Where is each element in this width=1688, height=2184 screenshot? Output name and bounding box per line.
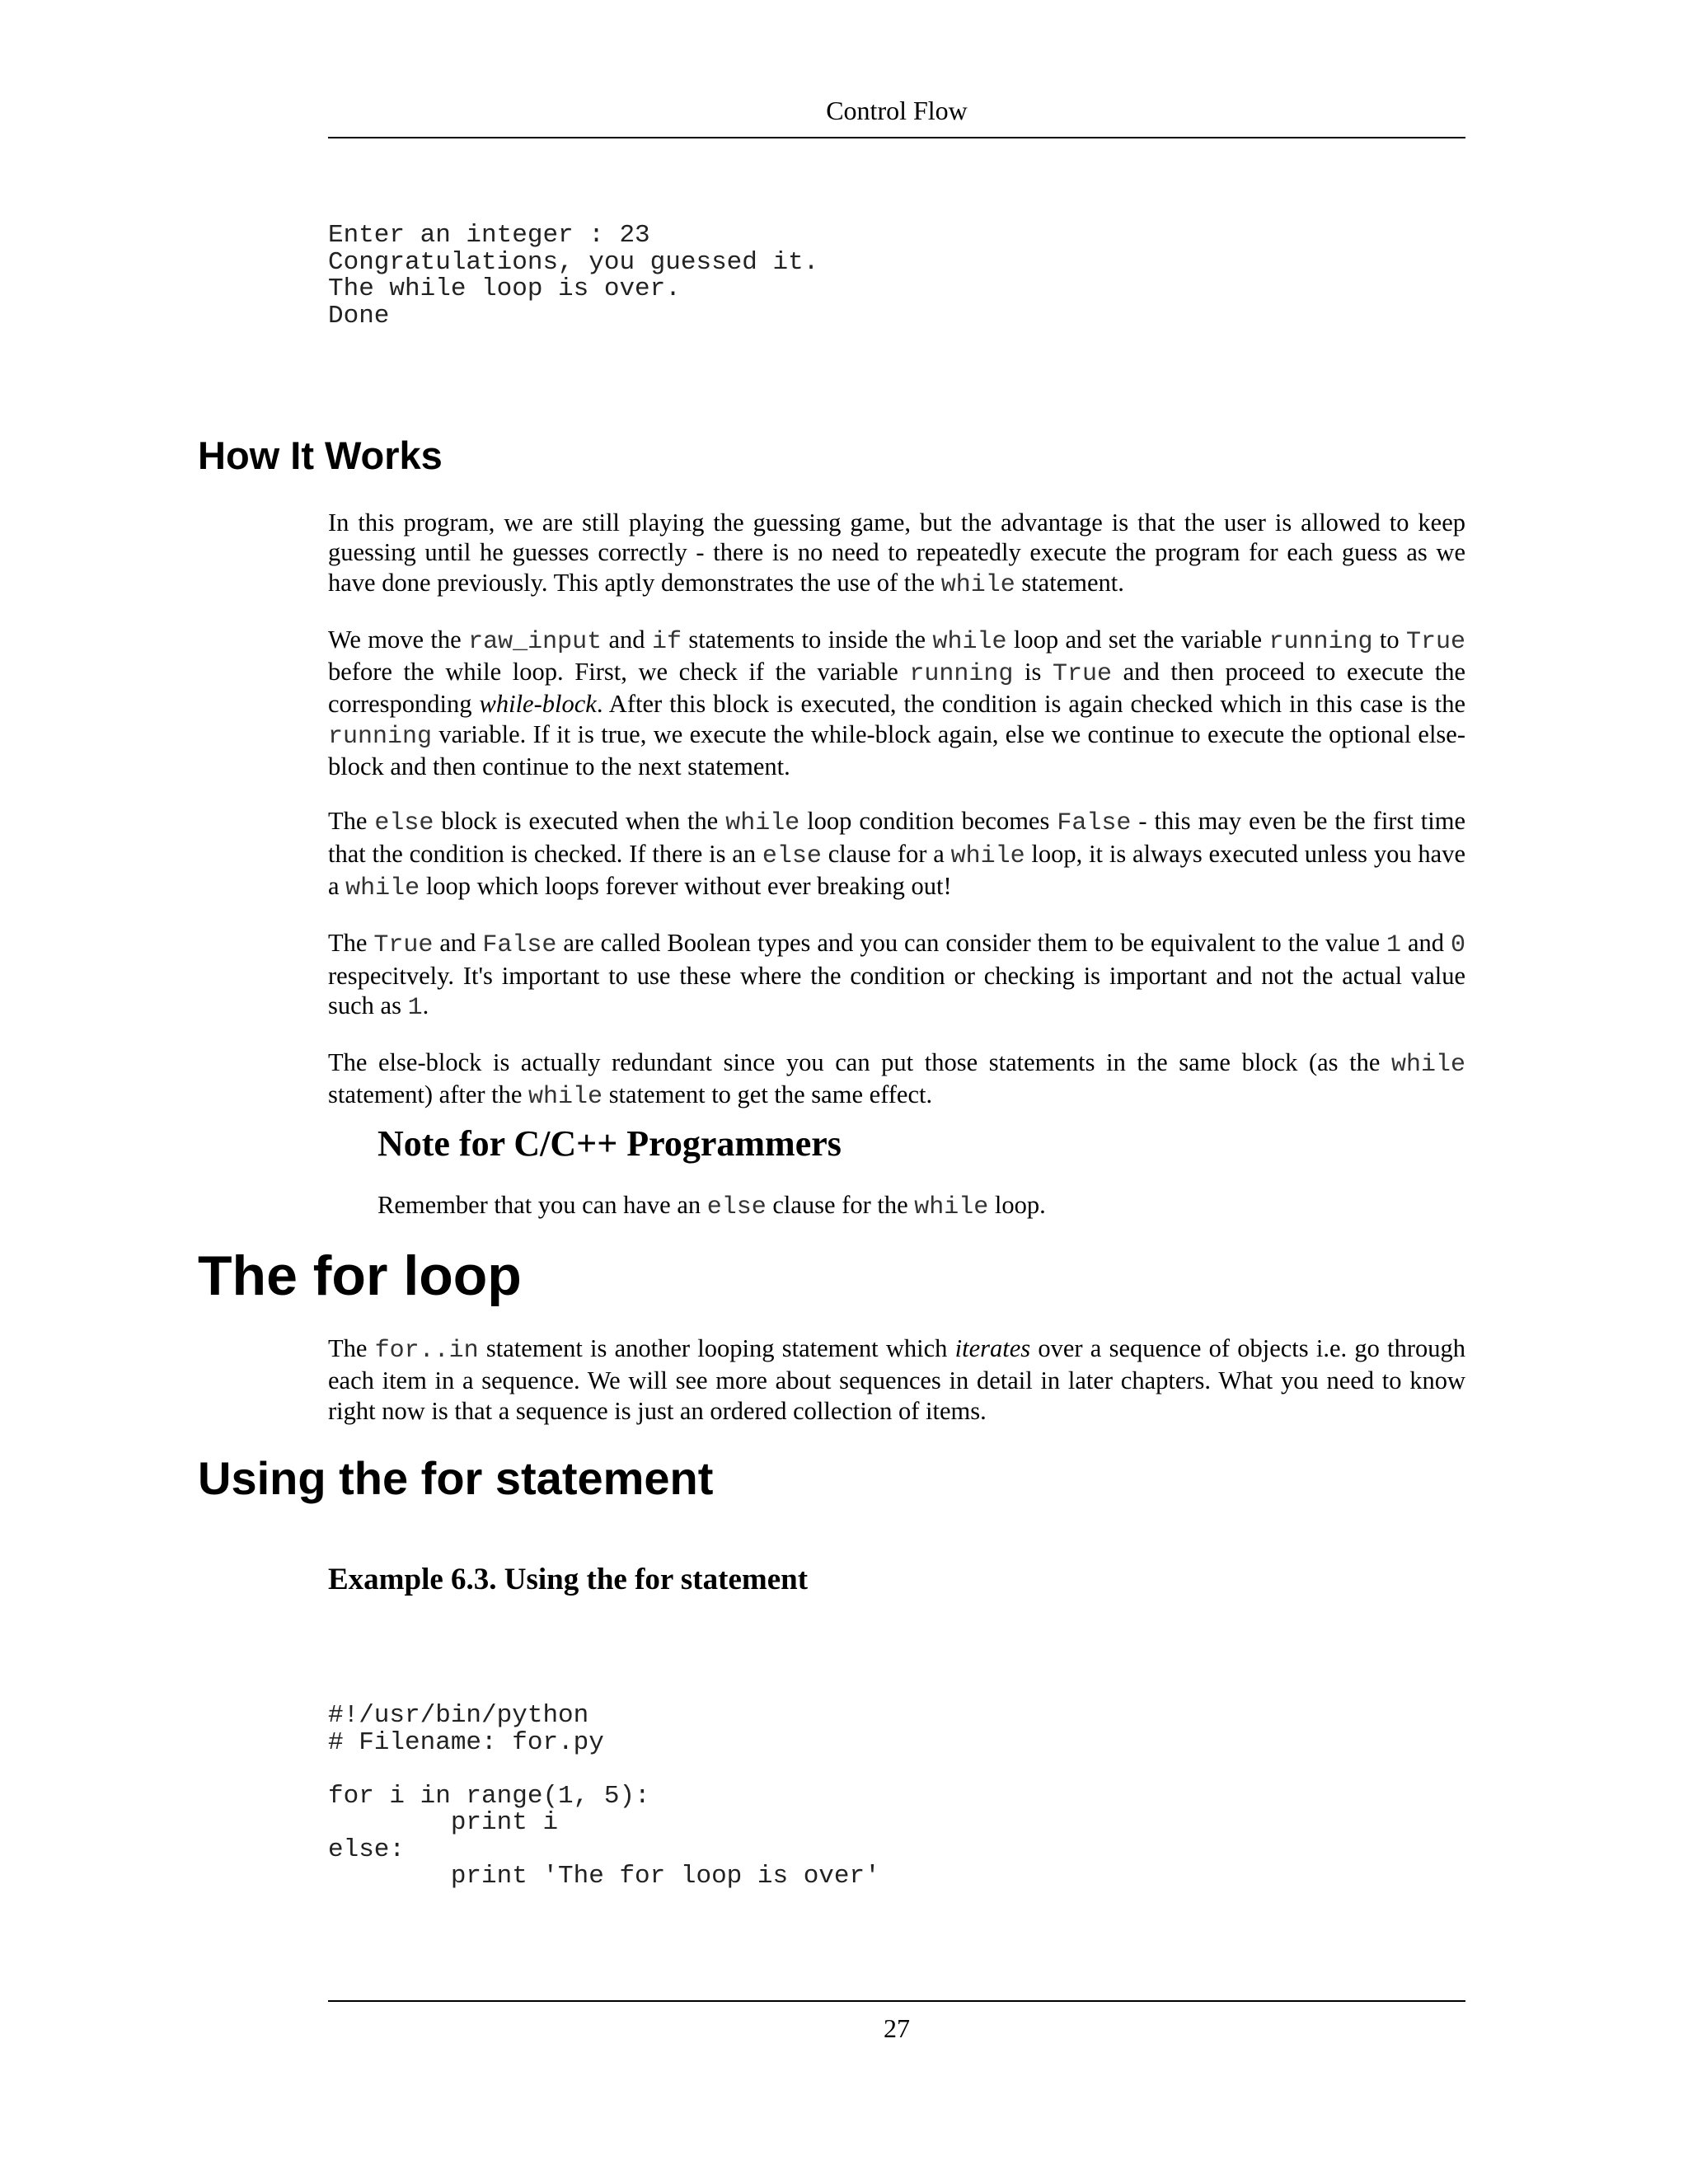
program-output	[328, 223, 818, 330]
text: loop condition becomes	[799, 807, 1057, 836]
text: over a sequence of objects i.e. go through each item in a sequence. We will see more about sequences in detail in later chapters. What you need to know right now is that a sequence is just an ordered collection of items.	[328, 1334, 1465, 1425]
note-heading: Note for C/C++ Programmers	[377, 1123, 842, 1164]
inline-code: running	[909, 660, 1014, 689]
note-text	[377, 1190, 1465, 1222]
section-heading-how-it-works: How It Works	[198, 434, 443, 477]
text: is	[1013, 658, 1053, 687]
note-box	[377, 1122, 1465, 1222]
text: statement to get the same effect.	[603, 1080, 933, 1109]
text: statement) after the	[328, 1080, 529, 1109]
text: loop.	[988, 1191, 1046, 1219]
inline-code: running	[1268, 627, 1373, 656]
text: and	[433, 929, 483, 958]
code-text: #!/usr/bin/python # Filename: for.py for i in range(1, 5): print i else: print 'The for loop is over'	[328, 1701, 880, 1891]
inline-code: while	[1390, 1051, 1465, 1080]
inline-code: if	[651, 627, 682, 656]
inline-code: True	[1053, 660, 1113, 689]
inline-code: while	[940, 570, 1015, 599]
section-heading-for-loop: The for loop	[198, 1244, 522, 1307]
inline-code: while	[345, 874, 420, 902]
text: loop, it is always executed unless you have a	[328, 839, 1465, 900]
emphasis: while-block	[479, 690, 597, 719]
output-text: Enter an integer : 23 Congratulations, you guessed it. The while loop is over. Done	[328, 221, 819, 330]
inline-code: else	[762, 841, 822, 870]
text: We move the	[328, 625, 469, 654]
text: and	[1401, 929, 1451, 958]
text: loop which loops forever without ever breaking out!	[420, 871, 952, 900]
text: statement.	[1015, 568, 1124, 597]
text: statements to inside the	[681, 625, 933, 654]
how-it-works-body	[328, 508, 1465, 1113]
text: before the while loop. First, we check if the variable	[328, 658, 910, 687]
inline-code: else	[374, 809, 434, 838]
text: to	[1372, 625, 1406, 654]
text: variable. If it is true, we execute the while-block again, else we continue to execute the optional else-block and then continue to the next statement.	[328, 719, 1465, 781]
running-header: Control Flow	[328, 92, 1465, 138]
inline-code: True	[1405, 627, 1465, 656]
inline-code: else	[706, 1193, 767, 1221]
text: and then proceed to execute the corresponding	[328, 658, 1465, 719]
inline-code: True	[373, 931, 434, 960]
section-heading-using-for: Using the for statement	[198, 1452, 714, 1504]
page-number: 27	[328, 2000, 1465, 2045]
paragraph	[328, 1333, 1465, 1426]
text: In this program, we are still playing the guessing game, but the advantage is that the user is allowed to keep guessing until he guesses correctly - there is no need to repeatedly execute the program for each guess as we have done previously. This aptly demonstrates the use of the	[328, 509, 1465, 597]
text: block is executed when the	[434, 807, 726, 836]
for-loop-body	[328, 1333, 1465, 1426]
text: The	[328, 1334, 375, 1362]
inline-code: running	[328, 722, 433, 751]
inline-code: for..in	[374, 1337, 479, 1365]
text: The else-block is actually redundant since you can put those statements in the same block (as the	[328, 1048, 1391, 1077]
text: respecitvely. It's important to use these where the condition or checking is important and not the actual value such as	[328, 961, 1465, 1019]
inline-code: while	[725, 809, 800, 838]
inline-code: raw_input	[468, 627, 603, 656]
emphasis: iterates	[954, 1334, 1031, 1362]
text: clause for the	[766, 1191, 915, 1219]
example-title: Example 6.3. Using the for statement	[328, 1563, 809, 1596]
inline-code: while	[914, 1193, 989, 1221]
text: are called Boolean types and you can consider them to be equivalent to the value	[556, 929, 1386, 958]
paragraph	[328, 625, 1465, 781]
inline-code: while	[528, 1083, 603, 1112]
text: Remember that you can have an	[377, 1191, 707, 1219]
text: The	[328, 807, 375, 836]
text: The	[328, 929, 374, 958]
inline-code: while	[932, 627, 1007, 656]
text: .	[422, 991, 429, 1019]
inline-code: 1	[407, 993, 423, 1022]
text: . After this block is executed, the condition is again checked which in this case is the	[596, 690, 1465, 719]
code-listing	[328, 1703, 880, 1891]
text: statement is another looping statement which	[478, 1334, 955, 1362]
paragraph	[328, 806, 1465, 903]
inline-code: while	[950, 841, 1025, 870]
inline-code: False	[482, 931, 557, 960]
text: - this may even be the first time that the condition is checked. If there is an	[328, 807, 1466, 868]
paragraph	[328, 508, 1465, 600]
text: and	[602, 625, 652, 654]
paragraph	[328, 928, 1465, 1023]
paragraph	[328, 1047, 1465, 1113]
inline-code: 0	[1450, 931, 1465, 960]
inline-code: 1	[1386, 931, 1401, 960]
inline-code: False	[1057, 809, 1132, 838]
text: loop and set the variable	[1006, 625, 1269, 654]
text: clause for a	[821, 839, 951, 868]
